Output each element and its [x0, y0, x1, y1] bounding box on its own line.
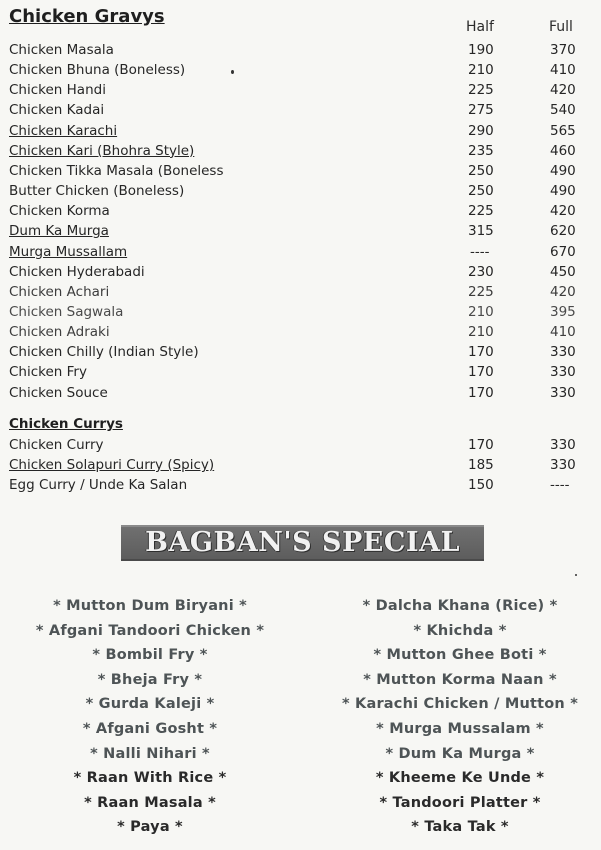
menu-row [0, 435, 601, 455]
half-price: 315 [468, 223, 494, 240]
scan-speck [231, 70, 234, 74]
dish-name: Chicken Adraki [9, 324, 110, 341]
full-price: 330 [550, 344, 576, 361]
half-price: 185 [468, 457, 494, 474]
half-price: 190 [468, 42, 494, 58]
dish-name: Chicken Bhuna (Boneless) [9, 62, 186, 79]
special-item: * Afgani Tandoori Chicken * [35, 622, 265, 639]
full-price: 330 [550, 364, 576, 381]
full-price: 330 [550, 384, 576, 401]
full-price: 420 [550, 82, 576, 99]
menu-row [0, 322, 601, 342]
menu-row [0, 383, 601, 403]
special-item: * Murga Mussalam * [376, 721, 544, 737]
scan-speck [575, 574, 577, 576]
menu-row [0, 262, 601, 282]
dish-name: Chicken Hyderabadi [9, 263, 145, 280]
full-price: 670 [550, 243, 576, 260]
dish-name: Chicken Curry [9, 437, 104, 453]
menu-row [0, 141, 601, 161]
full-price: 410 [550, 62, 576, 79]
half-price: 170 [468, 437, 494, 453]
special-item: * Bheja Fry * [97, 671, 203, 688]
menu-row [0, 362, 601, 382]
menu-row [0, 40, 601, 60]
special-item: * Dum Ka Murga * [385, 745, 535, 762]
menu-row [0, 242, 601, 262]
full-price: 420 [550, 203, 576, 220]
menu-row [0, 121, 601, 141]
half-price: 290 [468, 122, 494, 139]
special-item: * Bombil Fry * [92, 647, 208, 664]
full-price: 490 [550, 183, 576, 200]
menu-row [0, 475, 601, 495]
special-item: * Mutton Korma Naan * [363, 671, 557, 688]
dish-name: Chicken Masala [9, 42, 114, 58]
dish-name: Chicken Tikka Masala (Boneless [9, 162, 224, 179]
special-item: * Gurda Kaleji * [85, 696, 215, 713]
menu-row [0, 181, 601, 201]
special-item: * Tandoori Platter * [379, 794, 541, 811]
half-column-header: Half [466, 19, 494, 35]
half-price: 250 [468, 162, 494, 179]
special-item: * Afgani Gosht * [82, 721, 218, 737]
full-price: 565 [550, 122, 576, 139]
dish-name: Chicken Kadai [9, 102, 105, 119]
half-price: 210 [468, 324, 494, 341]
half-price: 210 [468, 62, 494, 79]
menu-row [0, 100, 601, 120]
dish-name: Egg Curry / Unde Ka Salan [9, 477, 188, 494]
dish-name: Chicken Karachi [9, 122, 118, 139]
full-price: 460 [550, 142, 576, 159]
menu-row [0, 161, 601, 181]
dish-name: Chicken Achari [9, 283, 110, 300]
dish-name: Chicken Chilly (Indian Style) [9, 344, 199, 361]
menu-row [0, 342, 601, 362]
special-item: * Dalcha Khana (Rice) * [362, 598, 558, 614]
full-price: 540 [550, 102, 576, 119]
special-item: * Kheeme Ke Unde * [375, 770, 545, 787]
dish-name: Dum Ka Murga [9, 223, 109, 240]
special-item: * Khichda * [413, 622, 507, 639]
dish-name: Chicken Souce [9, 384, 108, 401]
full-price: 395 [550, 303, 576, 320]
special-item: * Raan Masala * [84, 794, 216, 811]
half-price: 250 [468, 183, 494, 200]
dish-name: Chicken Sagwala [9, 303, 124, 320]
full-price: 330 [550, 437, 576, 453]
half-price: 170 [468, 384, 494, 401]
bagbans-special-banner [121, 525, 484, 561]
dish-name: Chicken Handi [9, 82, 106, 99]
menu-row [0, 221, 601, 241]
special-item: * Paya * [117, 819, 183, 836]
special-item: * Mutton Dum Biryani * [53, 598, 247, 614]
full-price: 410 [550, 324, 576, 341]
half-price: 170 [468, 364, 494, 381]
full-price: 490 [550, 162, 576, 179]
full-price: 420 [550, 283, 576, 300]
dish-name: Chicken Fry [9, 364, 87, 381]
special-item: * Nalli Nihari * [90, 745, 210, 762]
menu-row [0, 302, 601, 322]
chicken-gravys-heading: Chicken Gravys [9, 6, 165, 27]
menu-row [0, 80, 601, 100]
full-column-header: Full [549, 19, 573, 35]
dish-name: Murga Mussallam [9, 243, 128, 260]
special-item: * Taka Tak * [411, 819, 509, 836]
half-price: 225 [468, 203, 494, 220]
half-price: 235 [468, 142, 494, 159]
special-item: * Raan With Rice * [73, 770, 227, 787]
menu-row [0, 455, 601, 475]
dish-name: Chicken Korma [9, 203, 110, 220]
menu-row [0, 282, 601, 302]
special-item: * Karachi Chicken / Mutton * [342, 696, 578, 713]
menu-row [0, 201, 601, 221]
special-item: * Mutton Ghee Boti * [373, 647, 547, 664]
menu-row [0, 60, 601, 80]
full-price: 330 [550, 457, 576, 474]
dish-name: Chicken Solapuri Curry (Spicy) [9, 457, 215, 474]
half-price: 275 [468, 102, 494, 119]
chicken-currys-heading: Chicken Currys [9, 416, 123, 432]
dish-name: Chicken Kari (Bhohra Style) [9, 142, 195, 159]
full-price: 450 [550, 263, 576, 280]
half-price: 230 [468, 263, 494, 280]
full-price: ---- [550, 477, 570, 494]
half-price: 150 [468, 477, 494, 494]
half-price: ---- [470, 243, 490, 260]
half-price: 225 [468, 283, 494, 300]
full-price: 370 [550, 42, 576, 58]
half-price: 170 [468, 344, 494, 361]
half-price: 210 [468, 303, 494, 320]
dish-name: Butter Chicken (Boneless) [9, 183, 185, 200]
full-price: 620 [550, 223, 576, 240]
half-price: 225 [468, 82, 494, 99]
bagbans-special-title: BAGBAN'S SPECIAL [145, 527, 460, 558]
